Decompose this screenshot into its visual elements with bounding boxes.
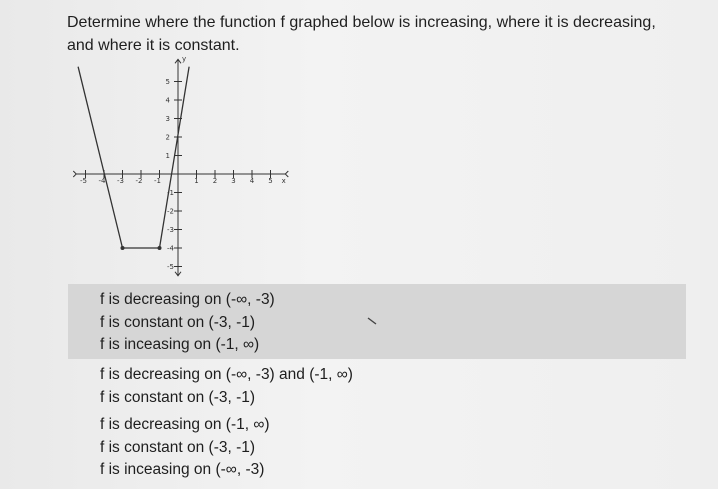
function-curve xyxy=(78,67,189,248)
x-tick-label: 4 xyxy=(249,177,255,185)
x-tick-label: 2 xyxy=(212,177,218,185)
function-graph xyxy=(66,55,296,271)
x-tick-label: -3 xyxy=(117,177,124,185)
option-3-line-3: f is inceasing on (-∞, -3) xyxy=(100,461,265,478)
option-3-text xyxy=(100,414,718,482)
x-axis-left-arrow xyxy=(73,171,76,177)
x-tick-label: 3 xyxy=(231,177,236,185)
option-1-line-1: f is decreasing on (-∞, -3) xyxy=(100,291,275,308)
curve-point-left xyxy=(121,246,125,250)
y-tick-label: 5 xyxy=(165,78,170,86)
option-2-line-2: f is constant on (-3, -1) xyxy=(100,388,256,406)
x-tick-label: 1 xyxy=(194,177,199,185)
y-tick-label: -2 xyxy=(167,207,174,216)
y-tick-label: 2 xyxy=(165,133,170,142)
pen-mark xyxy=(367,316,379,328)
question-line-1: Determine where the function f graphed below is increasing, where it is decreasing, xyxy=(67,14,656,31)
option-3-line-2: f is constant on (-3, -1) xyxy=(100,438,256,456)
answer-option-3[interactable] xyxy=(68,412,686,484)
option-3-line-1: f is decreasing on (-1, ∞) xyxy=(100,416,270,433)
y-tick-label: -1 xyxy=(167,189,174,197)
x-tick-label: 5 xyxy=(268,177,273,185)
y-tick-label: 1 xyxy=(165,152,170,160)
option-1-text xyxy=(100,289,718,357)
x-tick-label: -5 xyxy=(80,177,87,185)
y-tick-label: -4 xyxy=(167,244,174,253)
option-2-line-1: f is decreasing on (-∞, -3) and (-1, ∞) xyxy=(100,366,353,383)
y-tick-label: 3 xyxy=(165,115,170,123)
y-tick-label: -3 xyxy=(167,226,174,234)
option-1-line-3: f is inceasing on (-1, ∞) xyxy=(100,336,260,353)
x-tick-label: -1 xyxy=(154,177,161,185)
y-tick-label: -5 xyxy=(167,263,174,271)
option-2-text xyxy=(100,364,718,409)
y-axis-label: y xyxy=(182,55,187,64)
option-1-line-2: f is constant on (-3, -1) xyxy=(100,313,256,331)
answer-option-2[interactable] xyxy=(68,362,686,410)
x-tick-label: -4 xyxy=(98,177,106,185)
x-tick-label: -2 xyxy=(135,177,143,185)
question-text xyxy=(67,11,687,57)
question-line-2: and where it is constant. xyxy=(67,37,240,54)
curve-point-right xyxy=(158,246,162,250)
x-axis-label: x xyxy=(281,177,286,185)
y-tick-label: 4 xyxy=(165,96,170,105)
